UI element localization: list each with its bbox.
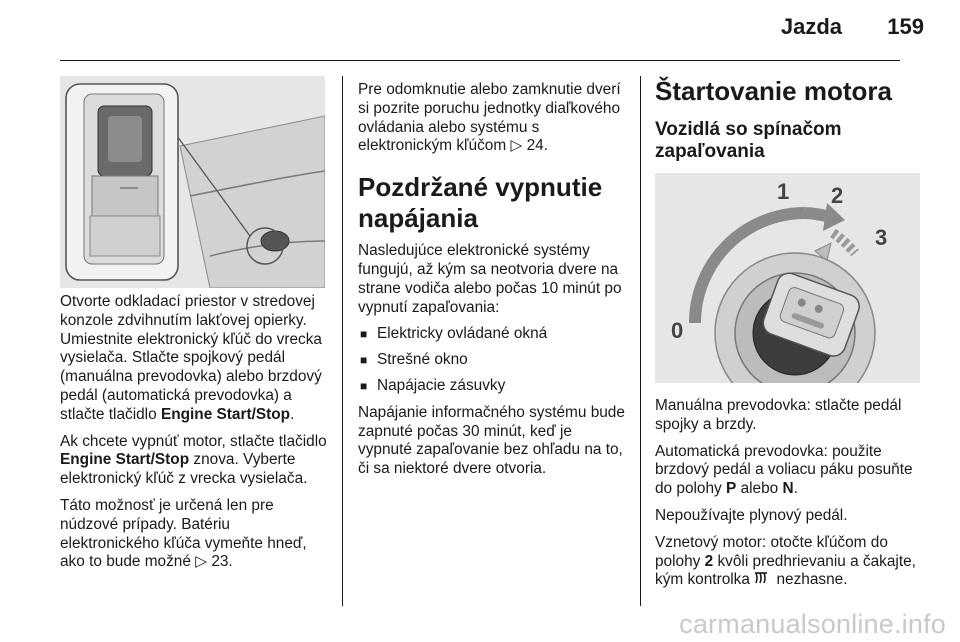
list-item: ■ Elektricky ovládané okná [358,325,628,344]
arrow-ref-icon: ▷ [510,137,523,155]
section-heading-delayed-power-off: Pozdržané vypnutie napájania [358,172,603,234]
manual-transmission-paragraph: Manuálna prevodovka: stlačte pedál spojky a brzdy. [655,397,902,433]
bullet-list [358,325,628,395]
diesel-paragraph: Vznetový motor: otočte kľúčom do polohy 2 kvôli predhrievaniu a čakajte, kým kontrolka nezhasne. [655,533,916,589]
glow-plug-icon [754,571,772,585]
section-heading-starting-engine: Štartovanie motora [655,76,892,106]
ignition-switch-figure [655,173,920,383]
instruction-paragraph-2: Ak chcete vypnúť motor, stlačte tlačidlo Engine Start/Stop znova. Vyberte elektronický kľúč z vrecka vysielača. [60,432,327,488]
remote-control-paragraph: Pre odomknutie alebo zamknutie dverí si pozrite poruchu jednotky diaľkového ovládania alebo systému s elektronickým kľúčom ▷ 24. [358,81,621,155]
column-divider-1 [342,76,343,606]
header-rule [60,60,900,61]
page-header-section: Jazda [780,14,842,39]
list-item: ■ Strešné okno [358,351,628,370]
ignition-switch-key-illustration [655,173,920,383]
position-label-3: 3 [875,225,888,250]
position-label-0: 0 [671,318,684,343]
delayed-power-paragraph: Nasledujúce elektronické systémy fungujú, až kým sa neotvoria dvere na strane vodiča alebo počas 10 minút po vypnutí zapaľovania: [358,242,622,316]
column-3 [655,76,923,598]
storage-compartment-figure [60,76,325,288]
position-label-1: 1 [777,179,790,204]
column-divider-2 [640,76,641,606]
column-2 [358,81,628,487]
automatic-transmission-paragraph: Automatická prevodovka: použite brzdový pedál a voliacu páku posuňte do polohy P alebo N. [655,442,913,498]
subheading-ignition-switch: Vozidlá so spínačom zapaľovania [655,119,842,162]
position-label-2: 2 [831,183,844,208]
instruction-paragraph-1: Otvorte odkladací priestor v stredovej konzole zdvihnutím lakťovej opierky. Umiestnite elektronický kľúč do vrecka vysielača. Stlačte spojkový pedál (manuálna prevodovka) alebo brzdový pedál (automatická prevodovka) a stlačte tlačidlo Engine Start/Stop. [60,293,322,423]
arrow-ref-icon: ▷ [195,553,208,571]
no-accelerator-paragraph: Nepoužívajte plynový pedál. [655,506,848,524]
list-item: ■ Napájacie zásuvky [358,377,628,396]
page-ref-link-24[interactable]: 24. [526,137,548,155]
page-ref-link-23[interactable]: 23. [211,553,233,571]
page-number: 159 [887,14,924,39]
instruction-paragraph-3: Táto možnosť je určená len pre núdzové prípady. Batériu elektronického kľúča vymeňte hneď, ako to bude možné ▷ 23. [60,496,307,571]
watermark: carmanualsonline.info [679,609,946,639]
infotainment-paragraph: Napájanie informačného systému bude zapnuté počas 30 minút, keď je vypnuté zapaľovanie bez ohľadu na to, či sa niektoré dvere otvoria. [358,403,625,478]
dashboard-storage-compartment-key-illustration [60,76,325,288]
